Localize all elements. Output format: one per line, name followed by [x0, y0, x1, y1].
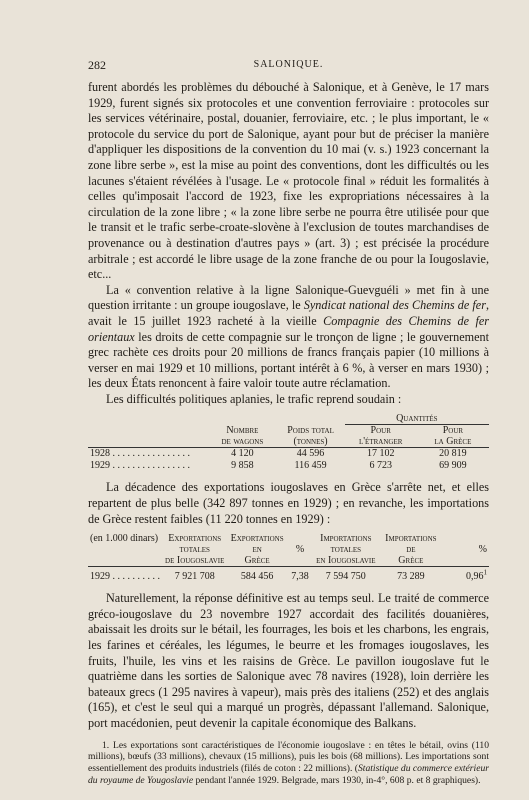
col-header: %	[443, 533, 489, 567]
paragraph-5: Naturellement, la réponse définitive est au temps seul. Le traité de commerce gréco-iougoslave du 23 novembre 1927 accordait des facilités douanières, abaissait les droits sur le bétail, les fourrages, les bois et les charbons, les engrais, les farines et céréales, les légumes, le beurre et les fromages iougoslaves, les fruits, l'huile, les vins et les raisins de Grèce. Le pavillon iougoslave fut le quatrième dans les sorties de Salonique avec 78 navires (1928), loin derrière les bateaux grecs (1 295 navires à vapeur), mais près des italiens (252) et des anglais (165), et c'est le seul qui a marqué un progrès, dépassant l'allemand. Salonique, port macédonien, peut devenir la capitale économique des Balkans.	[88, 591, 489, 730]
syndicat-name: Syndicat national des Chemins de fer	[303, 298, 486, 313]
paragraph-2: La « convention relative à la ligne Salonique-Guevguéli » met fin à une question irritante : un groupe iougoslave, le Syndicat national des Chemins de fer, avait le 15 juillet 1923 racheté à la vieille Compagnie des Chemins de fer orientaux les droits de cette compagnie sur le tronçon de ligne ; le gouvernement grec rachète ces droits pour 20 millions de francs français papier (10 millions à verser en mai 1929 et 10 millions, portant intérêt à 6 %, à verser en mars 1930) ; les deux États renoncent à faire valoir toute autre réclamation.	[88, 282, 489, 391]
traffic-table	[88, 413, 489, 472]
running-head	[88, 58, 489, 76]
col-header: %	[287, 533, 313, 567]
quantites-header: Quantités	[345, 413, 489, 425]
footnote: 1. Les exportations sont caractéristiques de l'économie iougoslave : en têtes le bétail, ovins (110 millions), bœufs (33 millions), chevaux (15 millions), puis les bois (68 millions). Les importations sont essentiellement des produits industriels (filés de coton : 22 millions). (Statistique du commerce extérieur du royaume de Yougoslavie pendant l'année 1929. Belgrade, mars 1930, in-4°, 608 p. et 8 graphiques).	[88, 739, 489, 786]
col-header: Nombre de wagons	[208, 425, 276, 448]
table-row: 1929 . . . . . . . . . . 7 921 708 584 456 7,38 7 594 750 73 289 0,96$^1$	[90, 568, 487, 583]
col-header: Importations totales en Iougoslavie	[313, 533, 378, 567]
page-number: 282	[88, 58, 106, 72]
unit-label: (en 1.000 dinars)	[88, 533, 162, 567]
paragraph-4: La décadence des exportations iougoslaves en Grèce s'arrête net, et elles repartent de plus belle (342 897 tonnes en 1929) ; en revanche, les importations de Grèce restent faibles (11 220 tonnes en 1929) :	[88, 480, 489, 526]
table-row: 1929 . . . . . . . . . . . . . . . . 9 858 116 459 6 723 69 909	[90, 460, 467, 472]
footnote-marker: 1	[483, 568, 487, 577]
col-header: Pour la Grèce	[417, 425, 489, 448]
table-row: 1928 . . . . . . . . . . . . . . . . 4 120 44 596 17 102 20 819	[90, 448, 467, 460]
col-header: Importations de Grèce	[378, 533, 443, 567]
compagnie-name: Compagnie des Chemins de fer orientaux	[88, 313, 489, 344]
col-header: Pour l'étranger	[345, 425, 417, 448]
paragraph-1: furent abordés les problèmes du débouché à Salonique, et à Genève, le 17 mars 1929, furent signés six protocoles et une convention ferroviaire : protocoles sur les services vétérinaire, postal, douanier, ferroviaire, etc. ; le plus important, le « protocole du service du port de Salonique, ayant pour but de préciser la manière d'appliquer les dispositions de la convention du 10 mai (v. s.) 1923 concernant la zone libre serbe », est la mise au point des conventions, dont les difficultés ou les lacunes s'étaient révélées à l'usage. Le « protocole final » réduit les formalités à celles qu'imposait l'accord de 1923, fixe les expropriations nécessaires à la circulation de la zone libre ; « la zone libre serbe ne pourra être utilisée pour que le transit et le trafic serbe-croate-slovène à l'exclusion de toutes marchandises de provenance ou à destination d'autres pays » (art. 3) ; est précisée la procédure arbitrale ; est accordé le libre usage de la zone franche de ou pour la Iougoslavie, etc...	[88, 80, 489, 282]
col-header: Poids total (tonnes)	[276, 425, 344, 448]
col-header: Exportations totales de Iougoslavie	[162, 533, 227, 567]
statistique-title: Statistique du commerce extérieur du royaume de Yougoslavie	[88, 763, 489, 786]
paragraph-3: Les difficultés politiques aplanies, le trafic reprend soudain :	[106, 391, 402, 406]
col-header: Exportations en Grèce	[227, 533, 286, 567]
trade-table	[88, 533, 489, 583]
running-title: SALONIQUE.	[253, 59, 324, 70]
